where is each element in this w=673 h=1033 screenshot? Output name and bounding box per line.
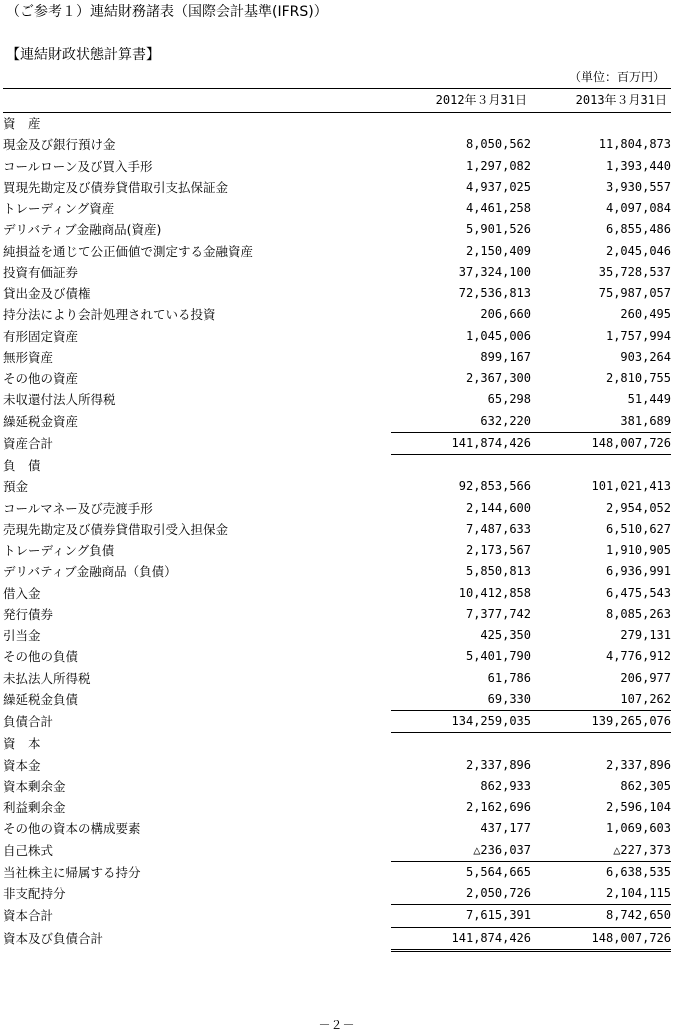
- row-label: 資本合計: [3, 908, 54, 924]
- value-2012: 5,564,665: [391, 861, 531, 883]
- table-row: [3, 113, 671, 135]
- value-2012: 134,259,035: [391, 711, 531, 733]
- row-label: 資本及び負債合計: [3, 931, 104, 947]
- row-label: 繰延税金資産: [3, 413, 79, 429]
- value-2013: 4,776,912: [605, 649, 671, 664]
- table-row: [3, 840, 671, 862]
- row-label: 純損益を通じて公正価値で測定する金融資産: [3, 243, 254, 259]
- table-row: [3, 262, 671, 283]
- value-2012: 632,220: [480, 413, 531, 428]
- table-row: [3, 368, 671, 389]
- table-row: [3, 519, 671, 540]
- value-2012: 2,173,567: [465, 543, 531, 558]
- value-2012: 2,367,300: [465, 371, 531, 386]
- table-row: [3, 755, 671, 776]
- table-row: [3, 861, 671, 883]
- financial-position-table: [3, 88, 671, 952]
- column-header-2012: 2012年３月31日: [391, 89, 531, 113]
- value-2013: 862,305: [620, 778, 671, 793]
- unit-label: （単位：百万円）: [568, 70, 665, 84]
- row-label: 繰延税金負債: [3, 692, 79, 708]
- row-label: 未収還付法人所得税: [3, 392, 116, 408]
- value-2012: 7,487,633: [465, 521, 531, 536]
- value-2012: 425,350: [480, 628, 531, 643]
- row-label: 未払法人所得税: [3, 670, 91, 686]
- value-2012: 2,150,409: [465, 243, 531, 258]
- value-2012: 899,167: [480, 349, 531, 364]
- value-2012: 65,298: [487, 392, 531, 407]
- row-label: デリバティブ金融商品（負債）: [3, 564, 177, 580]
- column-header-2013: 2013年３月31日: [531, 89, 671, 113]
- row-label: 貸出金及び債権: [3, 286, 91, 302]
- row-label: その他の負債: [3, 649, 79, 665]
- value-2012: 8,050,562: [465, 137, 531, 152]
- value-2012: 206,660: [480, 307, 531, 322]
- value-2012: 72,536,813: [458, 286, 531, 301]
- value-2012: 1,297,082: [465, 158, 531, 173]
- table-row: [3, 432, 671, 454]
- table-row: [3, 347, 671, 368]
- value-2012: 4,461,258: [465, 201, 531, 216]
- value-2012: △236,037: [473, 842, 531, 857]
- table-header-row: [3, 89, 671, 113]
- value-2012: 2,162,696: [465, 800, 531, 815]
- value-2013: [531, 455, 671, 477]
- value-2013: 8,742,650: [531, 905, 671, 927]
- table-row: [3, 326, 671, 347]
- value-2013: 101,021,413: [591, 479, 671, 494]
- value-2012: 141,874,426: [391, 432, 531, 454]
- row-label: 発行債券: [3, 606, 54, 622]
- value-2013: 260,495: [620, 307, 671, 322]
- table-row: [3, 241, 671, 262]
- table-row: [3, 455, 671, 477]
- table-row: [3, 198, 671, 219]
- table-row: [3, 776, 671, 797]
- table-row: [3, 883, 671, 905]
- row-label: トレーディング負債: [3, 543, 115, 559]
- table-row: [3, 927, 671, 950]
- table-row: [3, 668, 671, 689]
- value-2012: 5,850,813: [465, 564, 531, 579]
- table-row: [3, 818, 671, 839]
- row-label: 投資有価証券: [3, 264, 79, 280]
- value-2013: 148,007,726: [531, 927, 671, 950]
- table-row: [3, 177, 671, 198]
- row-label: 借入金: [3, 585, 41, 601]
- row-label: コールマネー及び売渡手形: [3, 500, 153, 516]
- value-2013: 2,954,052: [605, 500, 671, 515]
- value-2013: 2,045,046: [605, 243, 671, 258]
- row-label: 利益剰余金: [3, 800, 66, 816]
- value-2012: 141,874,426: [391, 927, 531, 950]
- row-label: その他の資本の構成要素: [3, 821, 141, 837]
- value-2013: 1,910,905: [605, 543, 671, 558]
- row-label: 売現先勘定及び債券貸借取引受入担保金: [3, 521, 229, 537]
- value-2013: 2,810,755: [605, 371, 671, 386]
- row-label: トレーディング資産: [3, 201, 115, 217]
- row-label: 無形資産: [3, 349, 54, 365]
- table-row: [3, 540, 671, 561]
- row-label: 負 債: [3, 457, 41, 473]
- value-2012: 5,901,526: [465, 222, 531, 237]
- value-2013: [531, 113, 671, 135]
- value-2013: 6,638,535: [531, 861, 671, 883]
- row-label: 現金及び銀行預け金: [3, 137, 116, 153]
- value-2012: 2,050,726: [465, 886, 531, 901]
- row-label: 非支配持分: [3, 886, 66, 902]
- row-label: 預金: [3, 479, 29, 495]
- table-row: [3, 498, 671, 519]
- value-2013: 6,936,991: [605, 564, 671, 579]
- value-2013: △227,373: [613, 842, 671, 857]
- value-2012: 69,330: [487, 691, 531, 706]
- value-2013: 139,265,076: [531, 711, 671, 733]
- value-2012: [391, 113, 531, 135]
- value-2012: 10,412,858: [458, 585, 531, 600]
- table-row: [3, 625, 671, 646]
- value-2013: 148,007,726: [531, 432, 671, 454]
- value-2012: 61,786: [487, 670, 531, 685]
- table-row: [3, 561, 671, 582]
- table-row: [3, 304, 671, 325]
- value-2013: 107,262: [620, 691, 671, 706]
- value-2013: 3,930,557: [605, 179, 671, 194]
- row-label: 自己株式: [3, 842, 54, 858]
- value-2013: 1,393,440: [605, 158, 671, 173]
- row-label: 負債合計: [3, 714, 54, 730]
- section-title: 【連結財政状態計算書】: [6, 47, 160, 63]
- value-2012: 2,144,600: [465, 500, 531, 515]
- table-row: [3, 476, 671, 497]
- value-2012: [391, 455, 531, 477]
- value-2013: 6,855,486: [605, 222, 671, 237]
- row-label: デリバティブ金融商品(資産): [3, 222, 162, 238]
- document-title: （ご参考１）連結財務諸表（国際会計基準(IFRS)）: [6, 4, 328, 20]
- row-label: 資本剰余金: [3, 778, 66, 794]
- value-2012: 37,324,100: [458, 264, 531, 279]
- value-2013: 4,097,084: [605, 201, 671, 216]
- table-row: [3, 134, 671, 155]
- value-2013: 2,104,115: [605, 886, 671, 901]
- table-row: [3, 733, 671, 755]
- value-2012: 7,615,391: [391, 905, 531, 927]
- row-label: その他の資産: [3, 371, 79, 387]
- table-row: [3, 646, 671, 667]
- value-2013: 279,131: [620, 628, 671, 643]
- row-label: コールローン及び買入手形: [3, 158, 153, 174]
- value-2013: 51,449: [627, 392, 671, 407]
- value-2013: 11,804,873: [598, 137, 671, 152]
- page-number: －２－: [318, 1018, 355, 1032]
- value-2012: 2,337,896: [465, 757, 531, 772]
- value-2013: 381,689: [620, 413, 671, 428]
- row-label: 有形固定資産: [3, 328, 79, 344]
- table-row: [3, 583, 671, 604]
- value-2013: 6,475,543: [605, 585, 671, 600]
- table-row: [3, 689, 671, 711]
- value-2013: [531, 733, 671, 755]
- table-row: [3, 905, 671, 927]
- row-label: 資 産: [3, 116, 41, 132]
- value-2012: 92,853,566: [458, 479, 531, 494]
- row-label: 資 本: [3, 736, 41, 752]
- row-label: 資産合計: [3, 435, 54, 451]
- value-2012: 7,377,742: [465, 606, 531, 621]
- row-label: 持分法により会計処理されている投資: [3, 307, 216, 323]
- header-blank: [3, 89, 391, 113]
- value-2013: 8,085,263: [605, 606, 671, 621]
- row-label: 引当金: [3, 628, 41, 644]
- value-2013: 75,987,057: [598, 286, 671, 301]
- value-2013: 206,977: [620, 670, 671, 685]
- table-row: [3, 411, 671, 433]
- value-2012: 862,933: [480, 778, 531, 793]
- value-2013: 2,596,104: [605, 800, 671, 815]
- value-2012: 4,937,025: [465, 179, 531, 194]
- value-2013: 1,069,603: [605, 821, 671, 836]
- table-row: [3, 604, 671, 625]
- row-label: 当社株主に帰属する持分: [3, 864, 141, 880]
- value-2012: 437,177: [480, 821, 531, 836]
- value-2012: 5,401,790: [465, 649, 531, 664]
- row-label: 買現先勘定及び債券貸借取引支払保証金: [3, 179, 229, 195]
- value-2013: 1,757,994: [605, 328, 671, 343]
- value-2013: 2,337,896: [605, 757, 671, 772]
- row-label: 資本金: [3, 757, 41, 773]
- value-2013: 903,264: [620, 349, 671, 364]
- value-2013: 6,510,627: [605, 521, 671, 536]
- table-row: [3, 711, 671, 733]
- value-2012: [391, 733, 531, 755]
- value-2013: 35,728,537: [598, 264, 671, 279]
- table-row: [3, 797, 671, 818]
- value-2012: 1,045,006: [465, 328, 531, 343]
- table-row: [3, 219, 671, 240]
- table-row: [3, 389, 671, 410]
- table-row: [3, 156, 671, 177]
- table-row: [3, 283, 671, 304]
